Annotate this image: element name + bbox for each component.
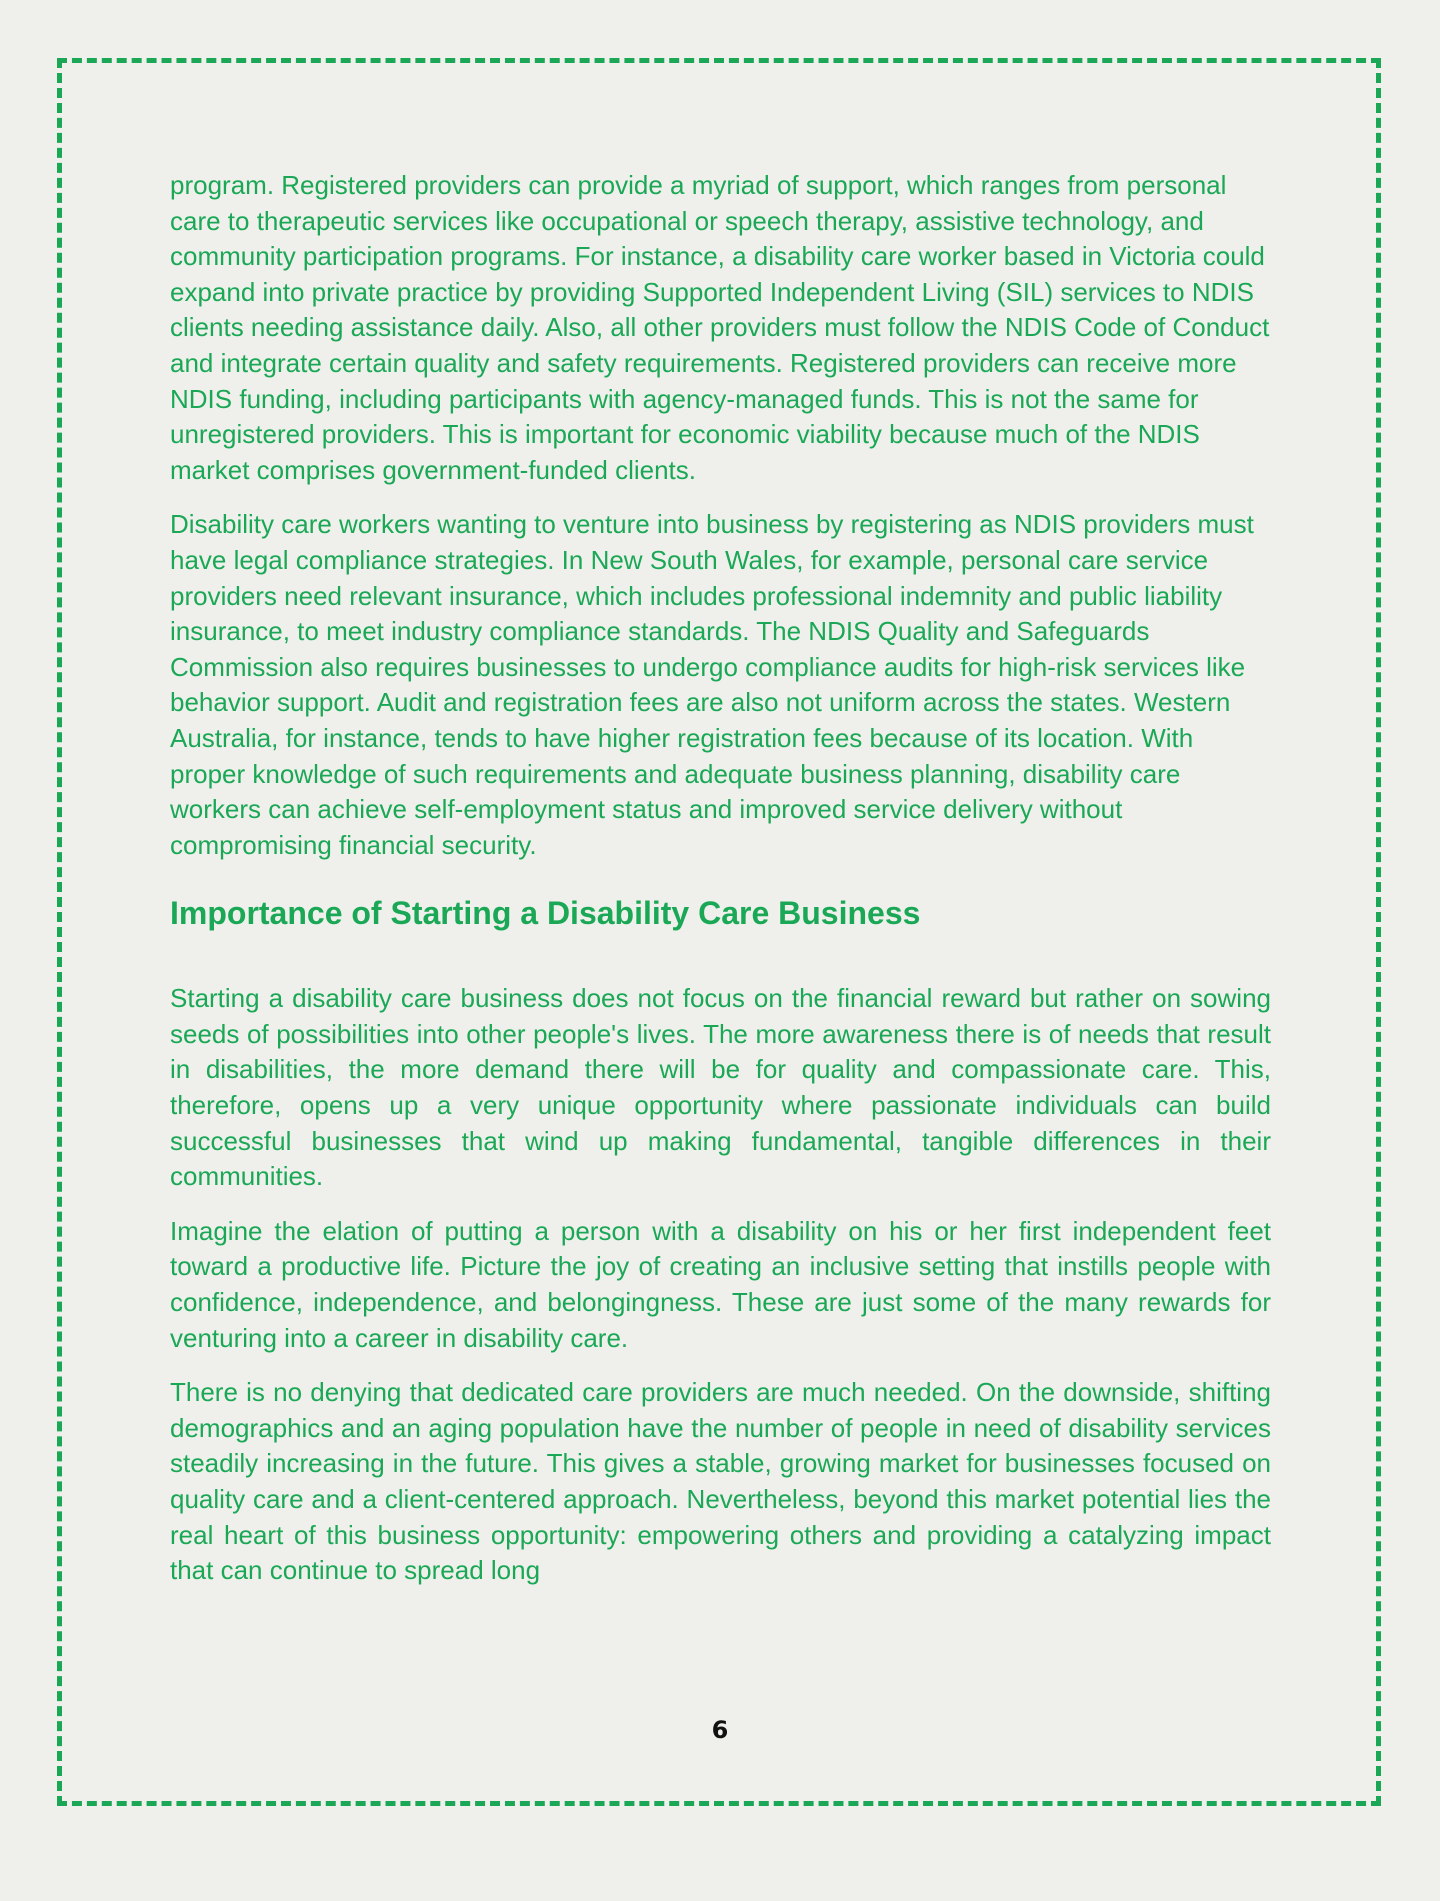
paragraph-legal-compliance: Disability care workers wanting to venture into business by registering as NDIS providers must have legal compliance strategies. In New South Wales, for example, personal care service providers need relevant insurance, which includes professional indemnity and public liability insurance, to meet industry compliance standards. The NDIS Quality and Safeguards Commission also requires businesses to undergo compliance audits for high-risk services like behavior support. Audit and registration fees are also not uniform across the states. Western Australia, for instance, tends to have higher registration fees because of its location. With proper knowledge of such requirements and adequate business planning, disability care workers can achieve self-employment status and improved service delivery without compromising financial security. bbox=[170, 509, 1254, 860]
paragraph-care-providers-needed: There is no denying that dedicated care providers are much needed. On the downside, shifting demographics and an aging population have the number of people in need of disability services steadily increasing in the future. This gives a stable, growing market for businesses focused on quality care and a client-centered approach. Nevertheless, beyond this market potential lies the real heart of this business opportunity: empowering others and providing a catalyzing impact that can continue to spread long bbox=[170, 1377, 1271, 1586]
document-body bbox=[170, 168, 1271, 1608]
section-heading: Importance of Starting a Disability Care Business bbox=[170, 895, 921, 932]
paragraph-imagine-elation: Imagine the elation of putting a person with a disability on his or her first independent feet toward a productive life. Picture the joy of creating an inclusive setting that instills people with confidence, independence, and belongingness. These are just some of the many rewards for venturing into a career in disability care. bbox=[170, 1215, 1271, 1353]
page-number: 6 bbox=[711, 1716, 729, 1744]
paragraph-starting-business: Starting a disability care business does not focus on the financial reward but rather on sowing seeds of possibilities into other people's lives. The more awareness there is of needs that result in disabilities, the more demand there will be for quality and compassionate care. This, therefore, opens up a very unique opportunity where passionate individuals can build successful businesses that wind up making fundamental, tangible differences in their communities. bbox=[170, 983, 1271, 1192]
paragraph-registered-providers: program. Registered providers can provide a myriad of support, which ranges from personal care to therapeutic services like occupational or speech therapy, assistive technology, and community participation programs. For instance, a disability care worker based in Victoria could expand into private practice by providing Supported Independent Living (SIL) services to NDIS clients needing assistance daily. Also, all other providers must follow the NDIS Code of Conduct and integrate certain quality and safety requirements. Registered providers can receive more NDIS funding, including participants with agency-managed funds. This is not the same for unregistered providers. This is important for economic viability because much of the NDIS market comprises government-funded clients. bbox=[170, 170, 1270, 485]
